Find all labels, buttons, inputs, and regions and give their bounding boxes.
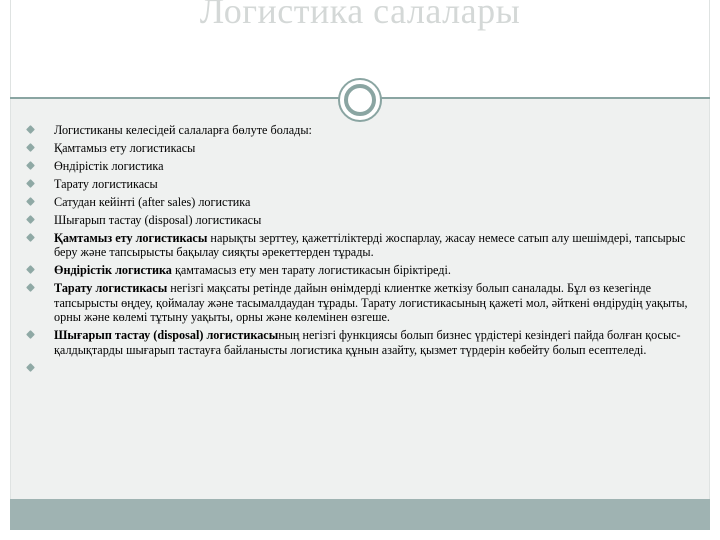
diamond-bullet-icon	[26, 179, 36, 189]
list-item	[26, 141, 696, 155]
bullet-list	[26, 123, 696, 361]
list-item	[26, 263, 696, 277]
list-item-text: Қамтамыз ету логистикасы	[54, 141, 196, 155]
diamond-bullet-icon	[26, 161, 36, 171]
diamond-bullet-icon	[26, 363, 36, 373]
list-item-bold-term: Қамтамыз ету логистикасы	[54, 231, 208, 245]
list-item-text: Тарату логистикасы	[54, 177, 158, 191]
list-item-bold-term: Тарату логистикасы	[54, 281, 168, 296]
list-item	[26, 231, 696, 260]
slide-title: Логистика салалары	[199, 0, 521, 31]
diamond-bullet-icon	[26, 125, 36, 135]
diamond-bullet-icon	[26, 330, 36, 340]
list-item-bold-term: Өндірістік логистика	[54, 263, 172, 278]
list-item	[26, 159, 696, 173]
list-item-text: Логистиканы келесідей салаларға бөлуте болады:	[54, 123, 312, 137]
diamond-bullet-icon	[26, 215, 36, 225]
list-item-text: Өндірістік логистика	[54, 159, 164, 173]
list-item-text: Шығарып тастау (disposal) логистикасы	[54, 213, 262, 227]
diamond-bullet-icon	[26, 197, 36, 207]
list-item-text: Сатудан кейінті (after sales) логистика	[54, 195, 251, 209]
diamond-bullet-icon	[26, 143, 36, 153]
list-item	[26, 195, 696, 209]
list-item	[26, 213, 696, 227]
list-item-text: қамтамасыз ету мен тарату логистикасын біріктіреді.	[171, 263, 451, 278]
list-item	[26, 281, 696, 324]
diamond-bullet-icon	[26, 265, 36, 275]
circle-ornament-icon	[338, 78, 382, 122]
diamond-bullet-icon	[26, 283, 36, 293]
list-item	[26, 123, 696, 137]
circle-ornament-inner	[344, 84, 376, 116]
list-item-text: нарықты зерттеу, қажеттіліктерді жоспарлау, жасау немесе сатып алу шешімдері, тапсырыс беру және тапсырысты бақылау сияқты әрекеттерден тұрады.	[54, 231, 686, 260]
list-item	[26, 328, 696, 357]
list-item	[26, 177, 696, 191]
list-item-text: ның негізгі функциясы болып бизнес үрдістері кезіндегі пайда болған қосыс-қалдықтарды шығарып тастауға байланысты логистика құнын азайту, қызмет түрдерін көбейту болып есептеледі.	[54, 328, 681, 357]
footer-bar	[10, 499, 710, 530]
list-item-bold-term: Шығарып тастау (disposal) логистикасы	[54, 328, 279, 343]
list-item-text: негізгі мақсаты ретінде дайын өнімдерді клиентке жеткізу болып саналады. Бұл өз кезегінде тапсырысты өңдеу, қоймалау және тасымалдаудан тұрады. Тарату логистикасының қажеті мол, әйткені өндірудің уақыты, орны және көлемі тұтыну уақыты, орны және көлемінен өзгеше.	[54, 281, 688, 325]
diamond-bullet-icon	[26, 233, 36, 243]
